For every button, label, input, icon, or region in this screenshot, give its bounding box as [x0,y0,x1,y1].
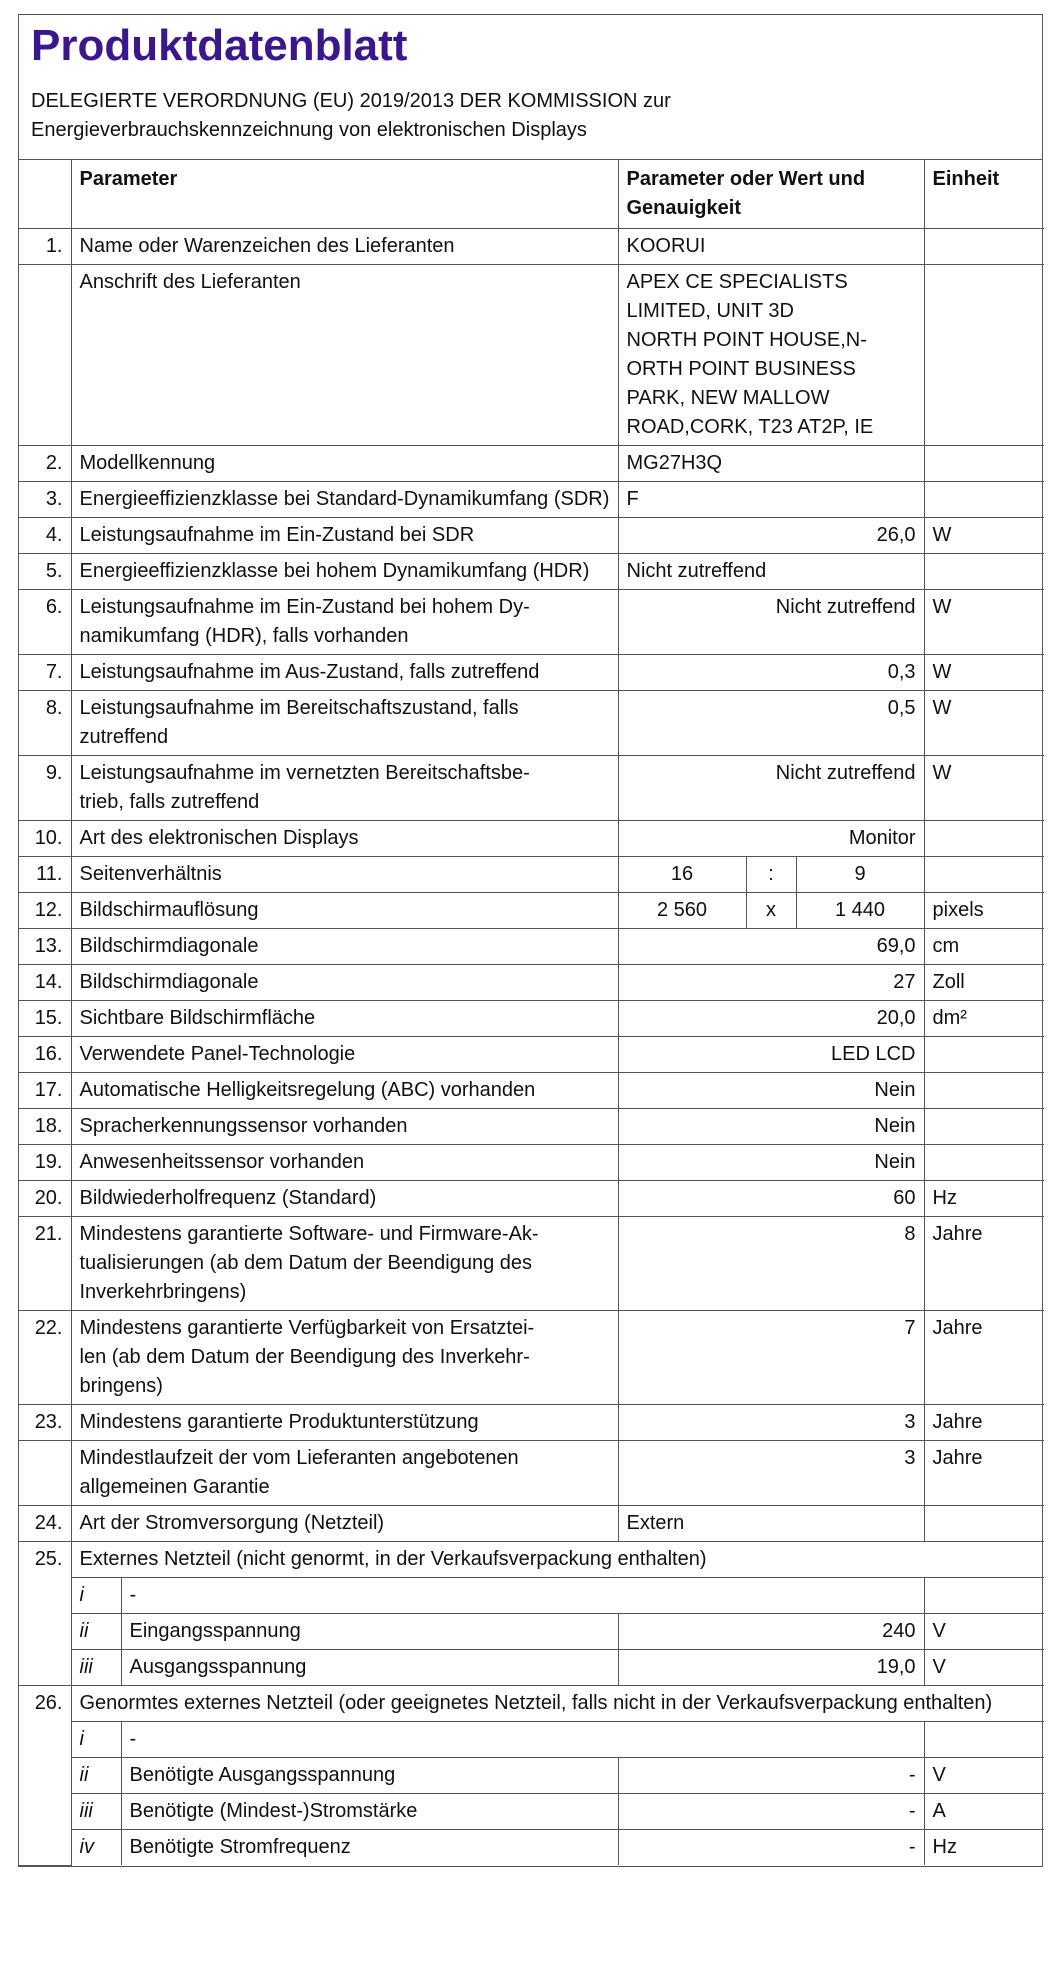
row-unit [924,229,1044,265]
row-number: 8. [19,691,71,756]
row-number: 20. [19,1181,71,1217]
subrow-index: i [71,1578,121,1614]
row-number: 13. [19,929,71,965]
row-value: 8 [618,1217,924,1311]
row-value: 0,5 [618,691,924,756]
row-number: 16. [19,1037,71,1073]
table-section-row [19,1542,1044,1578]
row-unit [924,821,1044,857]
row-value: KOORUI [618,229,924,265]
subrow-index: ii [71,1758,121,1794]
table-row [19,1217,1044,1311]
row-number: 17. [19,1073,71,1109]
table-row [19,857,1044,893]
subrow-label: Benötigte (Mindest-)Stromstärke [121,1794,618,1830]
row-label: Mindestens garantierte Verfügbarkeit von Ersatztei- len (ab dem Datum der Beendigung des Inverkehr- bringens) [71,1311,618,1405]
subrow-label: - [121,1578,924,1614]
table-row [19,482,1044,518]
table-row [19,1073,1044,1109]
subrow-label: Benötigte Ausgangsspannung [121,1758,618,1794]
row-value: F [618,482,924,518]
table-subrow [19,1830,1044,1866]
row-label: Seitenverhältnis [71,857,618,893]
row-label: Bildschirmdiagonale [71,965,618,1001]
row-unit: Hz [924,1830,1044,1866]
row-unit: V [924,1614,1044,1650]
row-value: 26,0 [618,518,924,554]
section-label: Genormtes externes Netzteil (oder geeignetes Netzteil, falls nicht in der Verkaufsverpackung enthalten) [71,1686,1044,1722]
resolution-width: 2 560 [618,893,746,929]
table-row [19,1405,1044,1441]
row-number: 21. [19,1217,71,1311]
row-unit [924,265,1044,446]
subtitle-line-2: Energieverbrauchskennzeichnung von elektronischen Displays [31,119,587,141]
row-value: Nein [618,1073,924,1109]
subrow-label: - [121,1722,924,1758]
section-label: Externes Netzteil (nicht genormt, in der Verkaufsverpackung enthalten) [71,1542,1044,1578]
row-unit [924,1506,1044,1542]
row-number: 7. [19,655,71,691]
row-unit [924,1037,1044,1073]
sheet-header [19,15,1042,160]
row-label: Verwendete Panel-Technologie [71,1037,618,1073]
row-value: Nein [618,1145,924,1181]
row-value: - [618,1758,924,1794]
row-number: 22. [19,1311,71,1405]
row-unit: Jahre [924,1217,1044,1311]
row-unit: W [924,691,1044,756]
table-row [19,1181,1044,1217]
row-label: Sichtbare Bildschirmfläche [71,1001,618,1037]
row-value: 19,0 [618,1650,924,1686]
table-subrow [19,1578,1044,1614]
row-unit: dm² [924,1001,1044,1037]
row-number: 26. [19,1686,71,1866]
table-row [19,229,1044,265]
row-number: 10. [19,821,71,857]
table-subrow [19,1794,1044,1830]
row-number: 11. [19,857,71,893]
row-value: - [618,1830,924,1866]
row-unit [924,1109,1044,1145]
row-value: 7 [618,1311,924,1405]
header-unit: Einheit [924,160,1044,229]
row-number: 12. [19,893,71,929]
table-row [19,1109,1044,1145]
row-value: 3 [618,1441,924,1506]
table-row [19,1441,1044,1506]
row-unit: Jahre [924,1441,1044,1506]
row-unit [924,1722,1044,1758]
row-value: 60 [618,1181,924,1217]
row-number: 18. [19,1109,71,1145]
aspect-separator: : [746,857,796,893]
row-label: Bildschirmdiagonale [71,929,618,965]
row-label: Bildwiederholfrequenz (Standard) [71,1181,618,1217]
row-value: Nicht zutreffend [618,554,924,590]
row-number: 2. [19,446,71,482]
product-data-sheet [18,14,1043,1867]
subrow-index: iii [71,1650,121,1686]
table-subrow [19,1650,1044,1686]
row-label: Leistungsaufnahme im Aus-Zustand, falls zutreffend [71,655,618,691]
table-row [19,518,1044,554]
row-label: Spracherkennungssensor vorhanden [71,1109,618,1145]
row-value: Nicht zutreffend [618,590,924,655]
resolution-separator: x [746,893,796,929]
row-unit: W [924,590,1044,655]
row-value: 27 [618,965,924,1001]
row-value: - [618,1794,924,1830]
row-number: 5. [19,554,71,590]
table-row [19,554,1044,590]
row-value: 69,0 [618,929,924,965]
row-label: Energieeffizienzklasse bei hohem Dynamikumfang (HDR) [71,554,618,590]
table-row [19,1311,1044,1405]
row-value: 3 [618,1405,924,1441]
row-number: 14. [19,965,71,1001]
page-title: Produktdatenblatt [31,21,408,70]
row-number: 24. [19,1506,71,1542]
row-label: Anschrift des Lieferanten [71,265,618,446]
header-parameter: Parameter [71,160,618,229]
supplier-address: APEX CE SPECIALISTS LIMITED, UNIT 3D NORTH POINT HOUSE,N- ORTH POINT BUSINESS PARK, NEW MALLOW ROAD,CORK, T23 AT2P, IE [618,265,924,446]
row-value: 240 [618,1614,924,1650]
row-unit: cm [924,929,1044,965]
row-value: Monitor [618,821,924,857]
row-unit: W [924,655,1044,691]
row-label: Leistungsaufnahme im vernetzten Bereitschaftsbe- trieb, falls zutreffend [71,756,618,821]
row-unit: V [924,1650,1044,1686]
table-row [19,893,1044,929]
row-unit [924,1145,1044,1181]
row-label: Leistungsaufnahme im Ein-Zustand bei hohem Dy- namikumfang (HDR), falls vorhanden [71,590,618,655]
row-unit [924,857,1044,893]
row-number: 1. [19,229,71,265]
table-row [19,691,1044,756]
row-number: 15. [19,1001,71,1037]
table-row [19,1037,1044,1073]
row-unit: Hz [924,1181,1044,1217]
parameter-table [19,160,1044,1866]
row-label: Modellkennung [71,446,618,482]
row-label: Art des elektronischen Displays [71,821,618,857]
row-unit [924,446,1044,482]
row-value: MG27H3Q [618,446,924,482]
row-unit: W [924,518,1044,554]
table-row [19,1506,1044,1542]
table-subrow [19,1614,1044,1650]
table-row [19,756,1044,821]
row-unit [924,554,1044,590]
row-number: 19. [19,1145,71,1181]
subrow-index: i [71,1722,121,1758]
row-label: Anwesenheitssensor vorhanden [71,1145,618,1181]
row-value: 0,3 [618,655,924,691]
row-label: Art der Stromversorgung (Netzteil) [71,1506,618,1542]
row-value: Extern [618,1506,924,1542]
subrow-index: ii [71,1614,121,1650]
row-number: 9. [19,756,71,821]
table-row [19,655,1044,691]
row-label: Leistungsaufnahme im Ein-Zustand bei SDR [71,518,618,554]
row-number [19,265,71,446]
subrow-index: iv [71,1830,121,1866]
subrow-label: Benötigte Stromfrequenz [121,1830,618,1866]
row-number: 25. [19,1542,71,1686]
row-unit [924,482,1044,518]
row-unit [924,1073,1044,1109]
row-label: Name oder Warenzeichen des Lieferanten [71,229,618,265]
row-number: 6. [19,590,71,655]
resolution-height: 1 440 [796,893,924,929]
row-unit: W [924,756,1044,821]
row-label: Mindestlaufzeit der vom Lieferanten angebotenen allgemeinen Garantie [71,1441,618,1506]
table-subrow [19,1758,1044,1794]
regulation-subtitle [31,87,1030,145]
row-value: Nicht zutreffend [618,756,924,821]
row-value: 20,0 [618,1001,924,1037]
row-label: Mindestens garantierte Produktunterstützung [71,1405,618,1441]
row-label: Leistungsaufnahme im Bereitschaftszustand, falls zutreffend [71,691,618,756]
row-unit: A [924,1794,1044,1830]
row-number: 4. [19,518,71,554]
table-section-row [19,1686,1044,1722]
subrow-label: Eingangsspannung [121,1614,618,1650]
aspect-height: 9 [796,857,924,893]
row-unit: Jahre [924,1405,1044,1441]
row-value: LED LCD [618,1037,924,1073]
subrow-index: iii [71,1794,121,1830]
table-row [19,1145,1044,1181]
table-row [19,590,1044,655]
table-row [19,1001,1044,1037]
aspect-width: 16 [618,857,746,893]
row-unit: Zoll [924,965,1044,1001]
table-row [19,965,1044,1001]
row-number: 23. [19,1405,71,1441]
header-value: Parameter oder Wert und Genauigkeit [618,160,924,229]
row-unit: Jahre [924,1311,1044,1405]
subtitle-line-1: DELEGIERTE VERORDNUNG (EU) 2019/2013 DER KOMMISSION zur [31,90,671,112]
table-header-row [19,160,1044,229]
row-unit: V [924,1758,1044,1794]
row-value: Nein [618,1109,924,1145]
row-label: Automatische Helligkeitsregelung (ABC) vorhanden [71,1073,618,1109]
table-row [19,446,1044,482]
row-number: 3. [19,482,71,518]
subrow-label: Ausgangsspannung [121,1650,618,1686]
row-label: Bildschirmauflösung [71,893,618,929]
row-label: Mindestens garantierte Software- und Firmware-Ak- tualisierungen (ab dem Datum der Beendigung des Inverkehrbringens) [71,1217,618,1311]
table-subrow [19,1722,1044,1758]
table-row [19,265,1044,446]
row-unit: pixels [924,893,1044,929]
row-label: Energieeffizienzklasse bei Standard-Dynamikumfang (SDR) [71,482,618,518]
row-number [19,1441,71,1506]
table-row [19,929,1044,965]
table-row [19,821,1044,857]
row-unit [924,1578,1044,1614]
